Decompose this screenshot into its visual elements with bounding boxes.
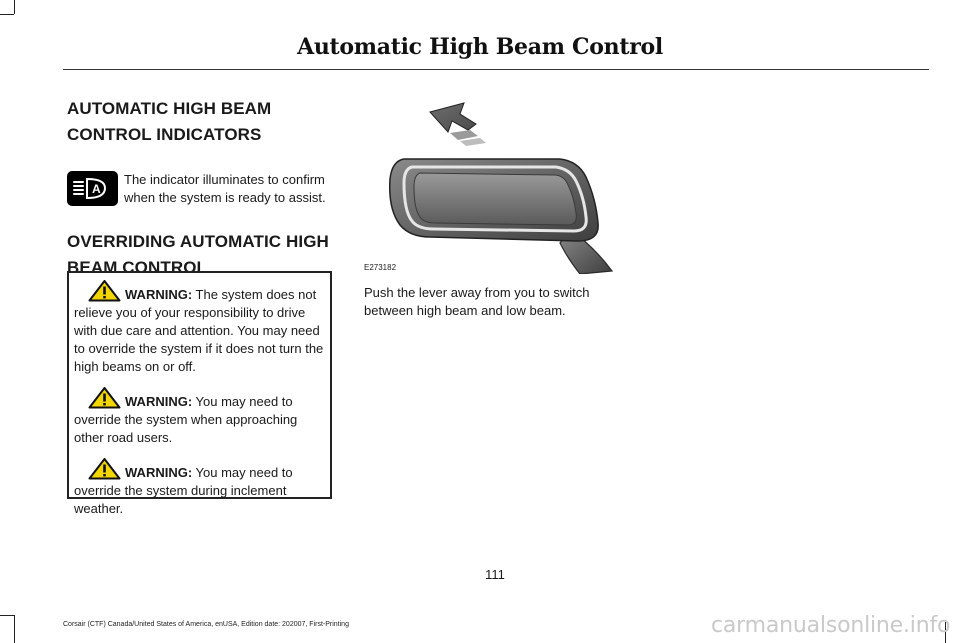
left-column bbox=[67, 96, 337, 281]
warning-triangle-icon bbox=[88, 387, 121, 409]
warning-box bbox=[67, 271, 332, 516]
header-rule bbox=[63, 69, 929, 70]
warning-triangle-icon bbox=[88, 458, 121, 480]
svg-text:A: A bbox=[92, 182, 101, 196]
warning-text: The system does not relieve you of your responsibility to drive with due care and attention. You may need to override the system if it does not turn the high beams on or off. bbox=[74, 287, 324, 374]
warning-label: WARNING: bbox=[125, 287, 193, 302]
section-heading-override: OVERRIDING AUTOMATIC HIGH BEAM CONTROL bbox=[67, 232, 329, 277]
crop-mark bbox=[0, 615, 14, 616]
warning-triangle-icon bbox=[88, 280, 121, 302]
warning-item bbox=[74, 280, 325, 376]
indicator-row bbox=[67, 171, 337, 207]
warning-text: You may need to override the system during inclement weather. bbox=[74, 465, 293, 516]
indicator-description: The indicator illuminates to confirm when the system is ready to assist. bbox=[124, 172, 326, 205]
warning-label: WARNING: bbox=[125, 465, 193, 480]
running-title: Automatic High Beam Control bbox=[297, 34, 663, 60]
crop-mark bbox=[0, 14, 14, 15]
auto-high-beam-indicator-icon bbox=[67, 171, 118, 206]
publication-footer: Corsair (CTF) Canada/United States of America, enUSA, Edition date: 202007, First-Printing bbox=[63, 621, 349, 628]
crop-mark bbox=[14, 0, 15, 14]
figure-id: E273182 bbox=[364, 263, 397, 272]
lighting-lever-push-illustration bbox=[364, 99, 616, 274]
warning-text: You may need to override the system when approaching other road users. bbox=[74, 394, 298, 445]
page-number: 111 bbox=[485, 567, 505, 582]
watermark: carmanualsonline.info bbox=[711, 613, 951, 638]
warning-label: WARNING: bbox=[125, 394, 193, 409]
crop-mark bbox=[14, 615, 15, 643]
section-heading-indicators: AUTOMATIC HIGH BEAM CONTROL INDICATORS bbox=[67, 99, 272, 144]
instruction-text: Push the lever away from you to switch between high beam and low beam. bbox=[364, 285, 590, 318]
warning-item bbox=[74, 387, 325, 447]
warning-item bbox=[74, 458, 325, 518]
